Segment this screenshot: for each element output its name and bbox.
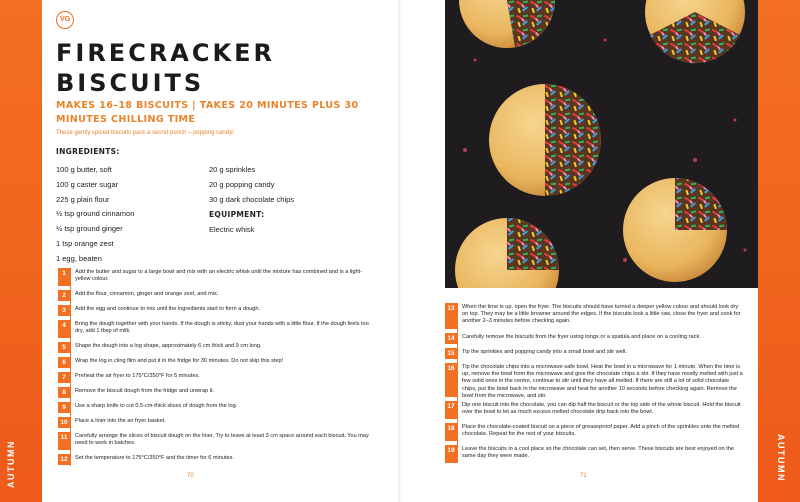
step-number: 4 — [58, 320, 70, 338]
step-number: 19 — [445, 445, 457, 463]
method-steps-right — [400, 0, 758, 502]
step-number: 1 — [58, 268, 70, 286]
step-text: Tip the sprinkles and popping candy into a small bowl and stir well. — [462, 349, 627, 355]
method-step — [58, 402, 370, 413]
step-text: Add the egg and continue to mix until the ingredients start to form a dough. — [75, 306, 261, 312]
page-number-left: 70 — [187, 473, 194, 479]
method-step — [58, 432, 370, 450]
method-step — [58, 342, 370, 353]
method-step — [58, 357, 370, 368]
method-step — [58, 305, 370, 316]
ingredient-item: ½ tsp ground cinnamon — [56, 209, 135, 219]
step-text: Tip the chocolate chips into a microwave-safe bowl. Heat the bowl in a microwave for 1 minute. When the time is up, remove the bowl from the microwave and give the chocolate chips a stir. If they have mostly melted with just a few solid ones in the centre, continue to stir until they have all melted. If there are still a lot of solid chocolate chips, put the bowl back in the microwave and heat for another 10 seconds before checking again. Remove the bowl from the microwave, and stir. — [462, 364, 743, 399]
method-step — [445, 401, 745, 419]
recipe-title: FIRECRACKER BISCUITS — [56, 39, 275, 97]
method-step — [58, 372, 370, 383]
step-number: 12 — [58, 454, 70, 465]
method-step — [58, 454, 370, 465]
step-text: Use a sharp knife to cut 0.5-cm-thick slices of dough from the log. — [75, 403, 238, 409]
section-label-right: AUTUMN — [776, 434, 786, 482]
step-number: 18 — [445, 423, 457, 441]
ingredients-list-2 — [209, 163, 294, 207]
method-step — [445, 423, 745, 441]
step-text: Shape the dough into a log shape, approximately 6 cm thick and 9 cm long. — [75, 343, 262, 349]
step-number: 11 — [58, 432, 70, 450]
step-number: 6 — [58, 357, 70, 368]
ingredients-list-1 — [56, 163, 134, 267]
ingredient-item: ½ tsp ground ginger — [56, 224, 123, 234]
equipment-heading: EQUIPMENT: — [209, 210, 265, 219]
step-text: Place the chocolate-coated biscuit on a piece of greaseproof paper. Add a pinch of the sprinkles onto the melted chocolate. Repeat for the rest of your biscuits. — [462, 424, 740, 438]
method-step — [445, 333, 745, 344]
step-text: Set the temperature to 175°C/350°F and the timer for 6 minutes. — [75, 455, 235, 461]
page-number-right: 71 — [580, 473, 587, 479]
ingredient-item: 20 g sprinkles — [209, 165, 256, 174]
step-number: 5 — [58, 342, 70, 353]
step-text: Add the flour, cinnamon, ginger and orange zest, and mix. — [75, 291, 219, 297]
method-step — [58, 387, 370, 398]
step-divider — [457, 303, 458, 463]
section-label-left: AUTUMN — [6, 440, 16, 488]
recipe-yield-time: MAKES 16–18 BISCUITS | TAKES 20 MINUTES PLUS 30 MINUTES CHILLING TIME — [56, 100, 359, 125]
method-step — [445, 348, 745, 359]
step-text: Dip one biscuit into the chocolate, you can dip half the biscuit or the top side of the whole biscuit. Hold the biscuit over the bowl to let as much excess melted chocolate drip back into the bowl. — [462, 402, 741, 416]
ingredient-item: 1 egg, beaten — [56, 253, 102, 263]
ingredient-item: 100 g butter, soft — [56, 165, 112, 174]
step-text: Remove the biscuit dough from the fridge and unwrap it. — [75, 388, 214, 394]
step-number: 14 — [445, 333, 457, 344]
section-band-right — [758, 0, 800, 502]
ingredient-item: 225 g plain flour — [56, 194, 110, 204]
step-number: 8 — [58, 387, 70, 398]
equipment-item: Electric whisk — [209, 225, 255, 234]
step-text: Preheat the air fryer to 175°C/350°F for 5 minutes. — [75, 373, 200, 379]
step-number: 7 — [58, 372, 70, 383]
method-step — [58, 320, 370, 338]
step-text: When the time is up, open the fryer. The biscuits should have turned a deeper yellow colour and should look dry on top. They may be a little browner around the edges. If the biscuits look a little raw, close the fryer and cook for another 2–3 minutes before checking again. — [462, 304, 741, 325]
ingredient-item: 20 g popping candy — [209, 179, 275, 189]
ingredient-item: 1 tsp orange zest — [56, 238, 114, 248]
step-text: Leave the biscuits in a cool place so the chocolate can set, then serve. These biscuits are best enjoyed on the same day they were made. — [462, 446, 734, 460]
step-text: Bring the dough together with your hands. If the dough is sticky, dust your hands with a little flour. If the dough feels too dry, add 1 tbsp of milk. — [75, 321, 369, 335]
step-text: Wrap the log in cling film and put it in the fridge for 30 minutes. Do not skip this step! — [75, 358, 284, 364]
ingredient-item: 30 g dark chocolate chips — [209, 194, 295, 204]
step-number: 10 — [58, 417, 70, 428]
vegetarian-badge-icon: VG — [56, 11, 74, 29]
step-text: Place a liner into the air fryer basket. — [75, 418, 166, 424]
step-number: 2 — [58, 290, 70, 301]
step-text: Carefully remove the biscuits from the fryer using tongs or a spatula and place on a cooling rack. — [462, 334, 701, 340]
method-step — [445, 363, 745, 397]
left-page — [42, 0, 400, 502]
method-step — [58, 417, 370, 428]
method-step — [58, 268, 370, 286]
step-number: 17 — [445, 401, 457, 419]
step-number: 3 — [58, 305, 70, 316]
step-number: 13 — [445, 303, 457, 329]
section-band-left — [0, 0, 42, 502]
step-number: 9 — [58, 402, 70, 413]
method-step — [445, 445, 745, 463]
recipe-intro: These gently spiced biscuits pack a secret punch – popping candy! — [56, 130, 234, 136]
step-divider — [70, 268, 71, 466]
method-step — [445, 303, 745, 329]
step-text: Add the butter and sugar to a large bowl and mix with an electric whisk until the mixture has combined and is a light-yellow colour. — [75, 269, 362, 283]
method-step — [58, 290, 370, 301]
step-number: 16 — [445, 363, 457, 397]
ingredient-item: 100 g caster sugar — [56, 179, 119, 189]
step-number: 15 — [445, 348, 457, 359]
ingredients-heading: INGREDIENTS: — [56, 147, 120, 156]
step-text: Carefully arrange the slices of biscuit dough on the liner. Try to leave at least 3 cm space around each biscuit. You may need to work in batches. — [75, 433, 369, 447]
